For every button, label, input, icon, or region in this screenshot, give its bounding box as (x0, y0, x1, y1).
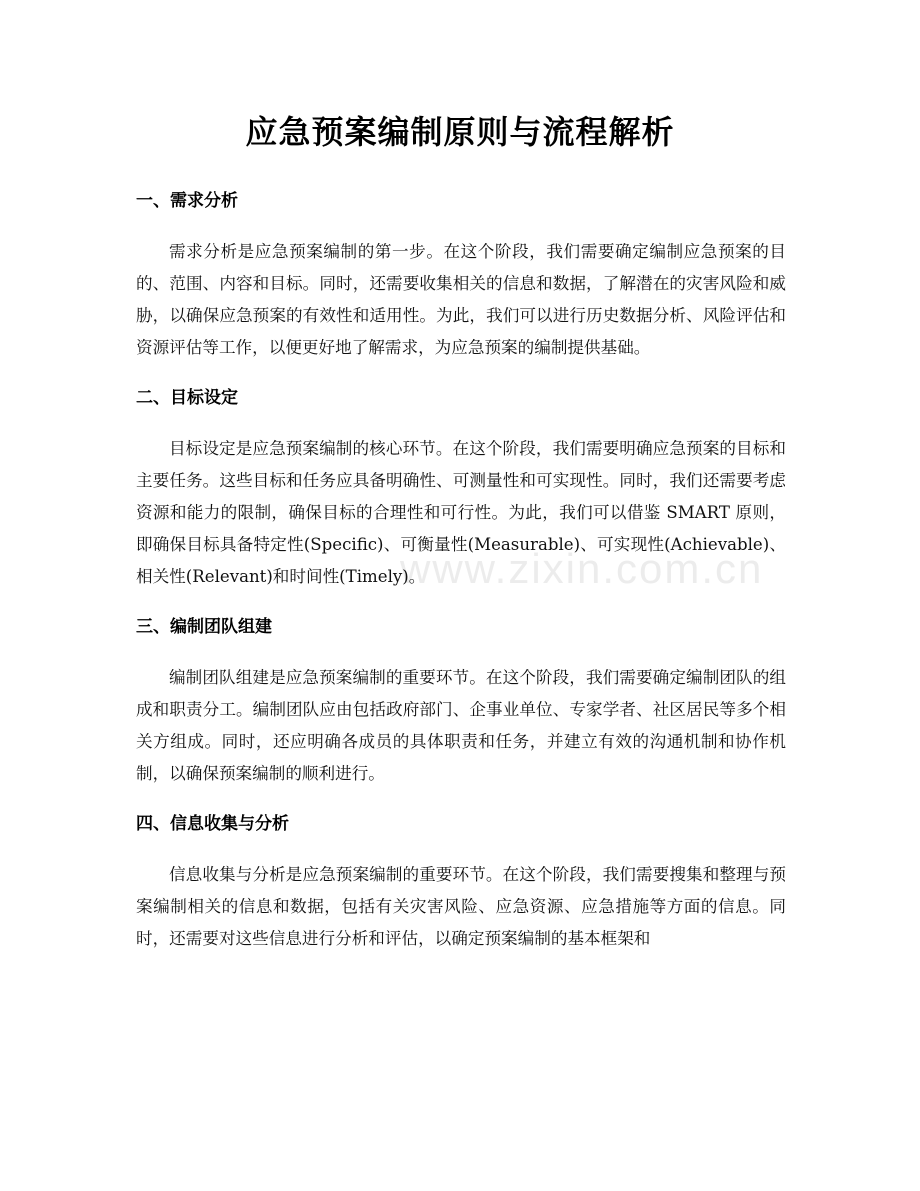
document-title: 应急预案编制原则与流程解析 (245, 113, 675, 151)
section-team-building (136, 610, 786, 790)
section-paragraph: 目标设定是应急预案编制的核心环节。在这个阶段，我们需要明确应急预案的目标和主要任务。这些目标和任务应具备明确性、可测量性和可实现性。同时，我们还需要考虑资源和能力的限制，确保目标的合理性和可行性。为此，我们可以借鉴 SMART 原则，即确保目标具备特定性(Specific)、可衡量性(Measurable)、可实现性(Achievable)、相关性(Relevant)和时间性(Timely)。 (136, 439, 786, 586)
document-body (136, 184, 786, 972)
section-heading: 一、需求分析 (136, 191, 238, 211)
section-demand-analysis (136, 184, 786, 364)
section-goal-setting (136, 381, 786, 593)
section-info-collection (136, 807, 786, 955)
section-paragraph: 信息收集与分析是应急预案编制的重要环节。在这个阶段，我们需要搜集和整理与预案编制相关的信息和数据，包括有关灾害风险、应急资源、应急措施等方面的信息。同时，还需要对这些信息进行分析和评估，以确定预案编制的基本框架和 (136, 865, 786, 948)
section-heading: 二、目标设定 (136, 388, 238, 408)
watermark: www.zixin.com.cn (400, 545, 764, 592)
section-paragraph: 需求分析是应急预案编制的第一步。在这个阶段，我们需要确定编制应急预案的目的、范围、内容和目标。同时，还需要收集相关的信息和数据，了解潜在的灾害风险和威胁，以确保应急预案的有效性和适用性。为此，我们可以进行历史数据分析、风险评估和资源评估等工作，以便更好地了解需求，为应急预案的编制提供基础。 (136, 242, 786, 357)
section-paragraph: 编制团队组建是应急预案编制的重要环节。在这个阶段，我们需要确定编制团队的组成和职责分工。编制团队应由包括政府部门、企事业单位、专家学者、社区居民等多个相关方组成。同时，还应明确各成员的具体职责和任务，并建立有效的沟通机制和协作机制，以确保预案编制的顺利进行。 (136, 668, 786, 783)
section-heading: 三、编制团队组建 (136, 617, 272, 637)
section-heading: 四、信息收集与分析 (136, 814, 289, 834)
